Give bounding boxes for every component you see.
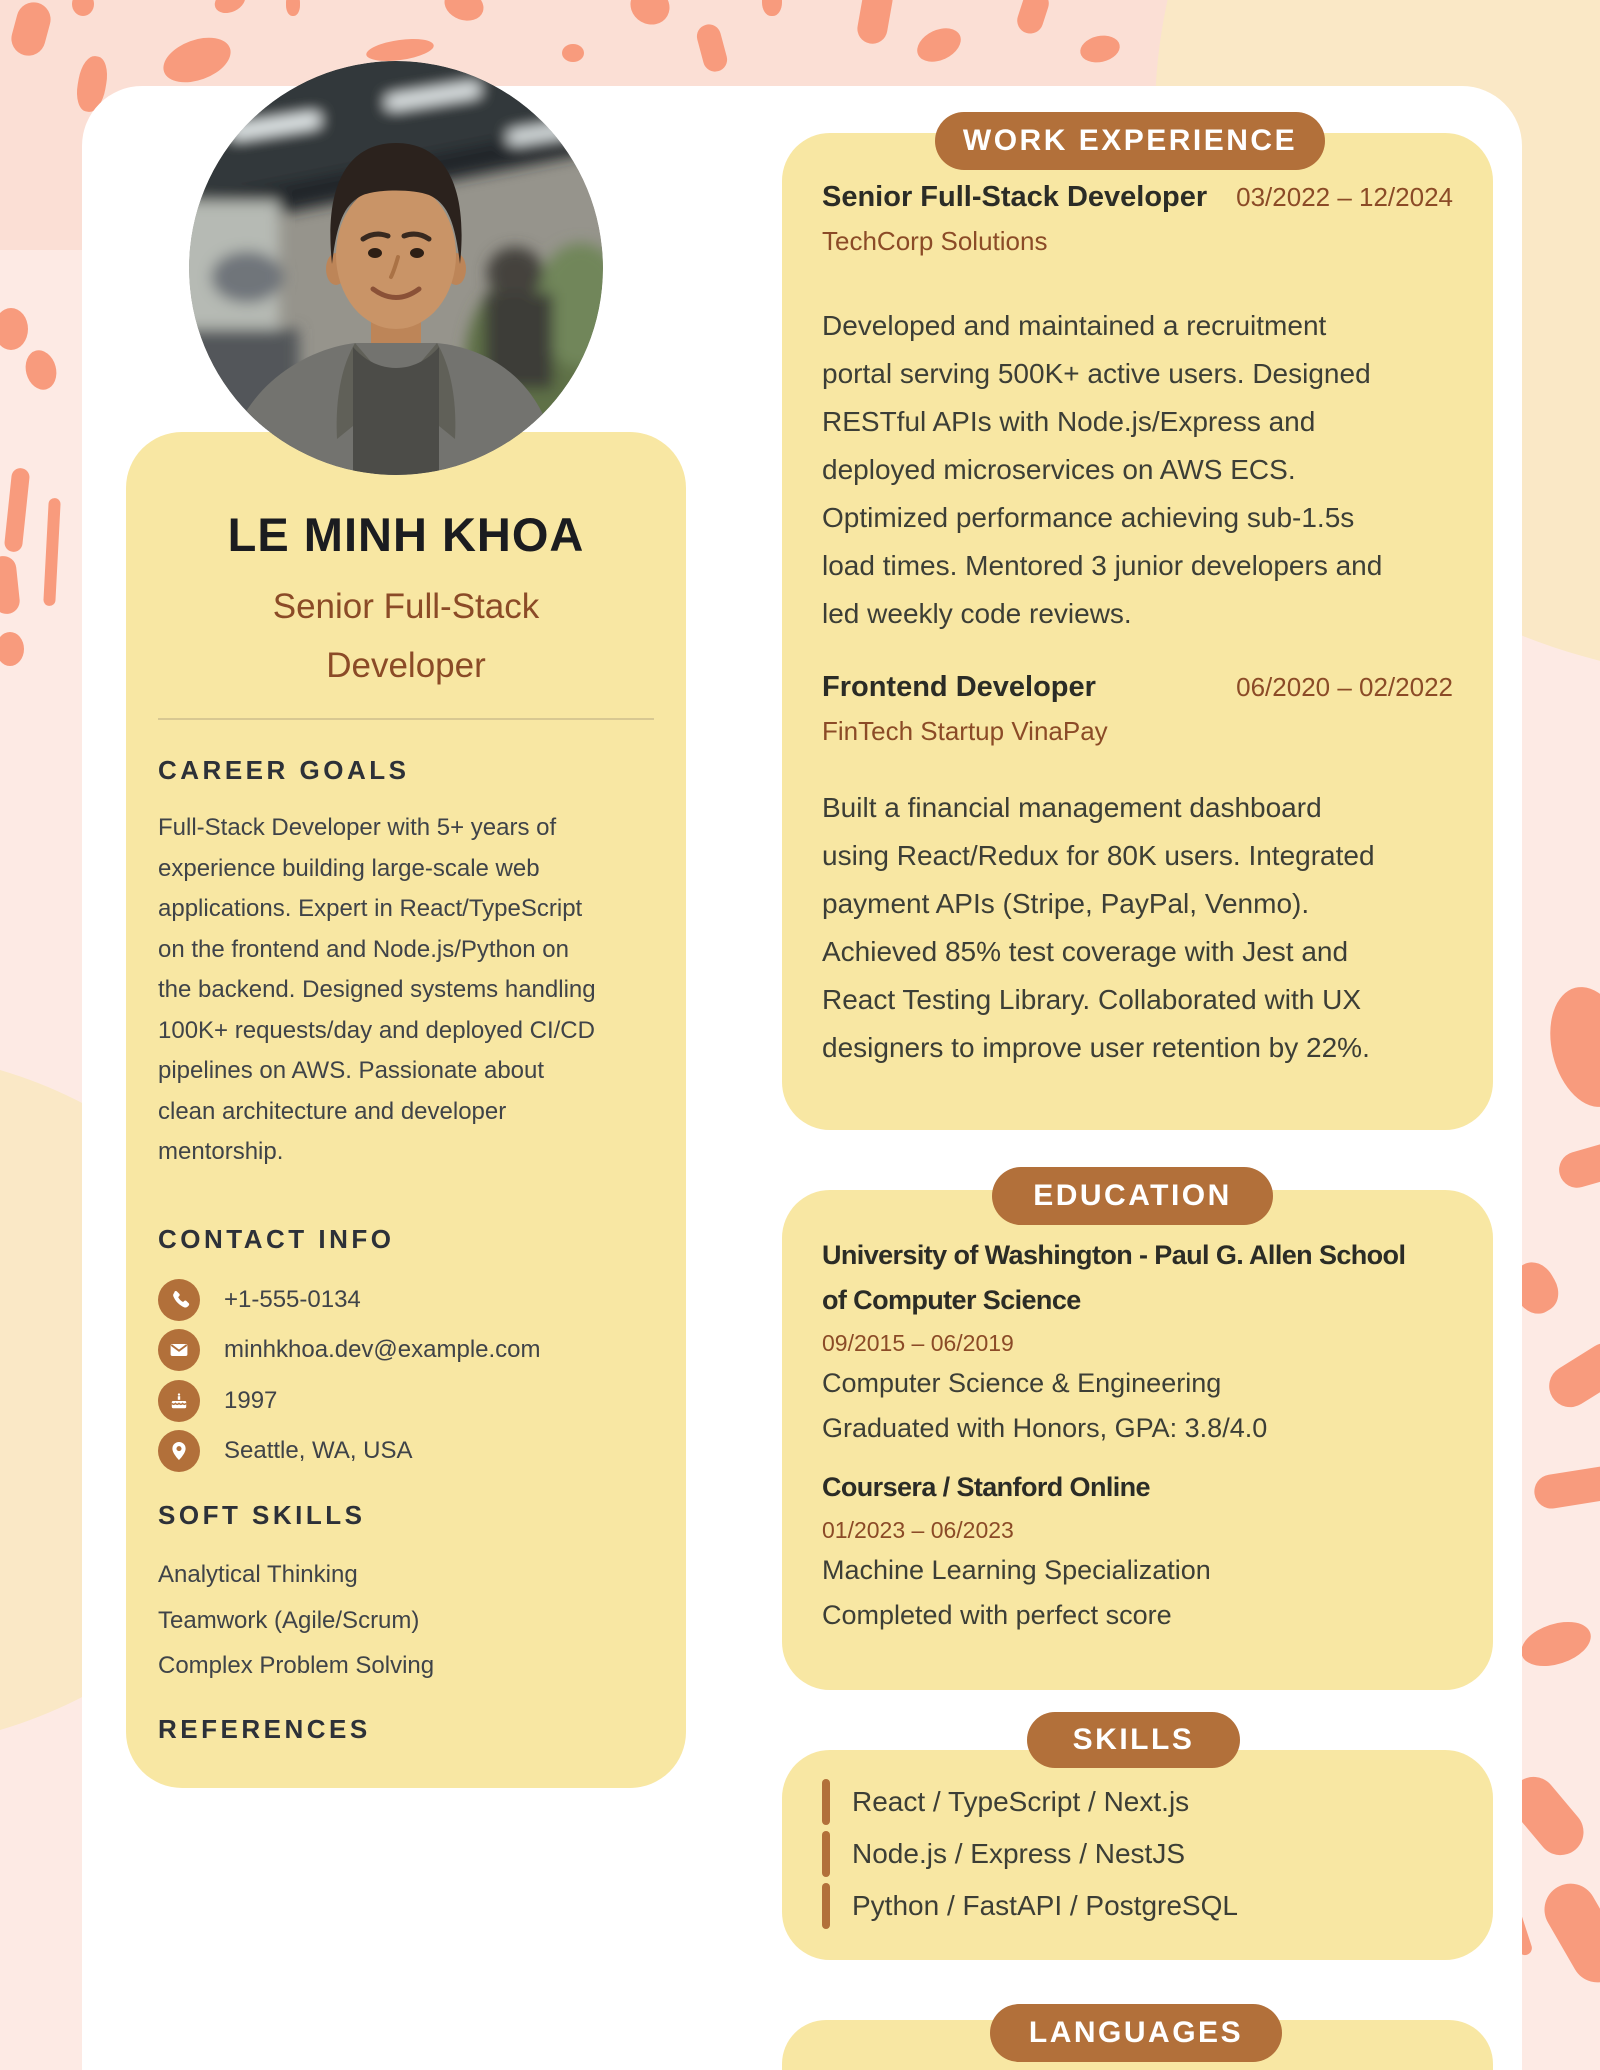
phone-value: +1-555-0134 [224, 1285, 361, 1313]
skill-bullet-bar [822, 1779, 830, 1825]
education-badge: EDUCATION [992, 1167, 1273, 1225]
career-goals-line: on the frontend and Node.js/Python on [158, 935, 569, 963]
career-goals-line: pipelines on AWS. Passionate about [158, 1057, 545, 1084]
career-goals-line: clean architecture and developer [158, 1097, 507, 1125]
job-dates: 03/2022 – 12/2024 [1236, 182, 1453, 212]
job-description [822, 302, 1453, 638]
coral-shape [0, 555, 21, 615]
school-name-line: University of Washington - Paul G. Allen School [822, 1240, 1406, 1270]
education-detail-line: Machine Learning Specialization [822, 1555, 1211, 1585]
contact-row-email [158, 1329, 654, 1371]
education-card [782, 1190, 1493, 1690]
email-value: minhkhoa.dev@example.com [224, 1336, 541, 1363]
languages-badge: LANGUAGES [990, 2004, 1282, 2062]
coral-shape [0, 308, 28, 350]
job-description-line: designers to improve user retention by 22%. [822, 1032, 1370, 1063]
job-title: Senior Full-Stack Developer [822, 181, 1208, 213]
career-goals-line: experience building large-scale web [158, 854, 540, 882]
coral-shape [1541, 1335, 1600, 1415]
coral-shape [1532, 1463, 1600, 1511]
job-description-line: led weekly code reviews. [822, 598, 1132, 629]
career-goals-heading: CAREER GOALS [158, 755, 410, 785]
left-profile-card [126, 432, 686, 1788]
soft-skill-item: Analytical Thinking [158, 1561, 358, 1588]
skill-bullet-bar [822, 1831, 830, 1877]
work-experience-card [782, 133, 1493, 1130]
school-name-line: Coursera / Stanford Online [822, 1472, 1150, 1502]
education-detail-line: Completed with perfect score [822, 1600, 1172, 1630]
job-description [822, 784, 1453, 1072]
job-description-line: deployed microservices on AWS ECS. [822, 454, 1296, 485]
profile-photo-illustration [189, 61, 603, 475]
birthyear-value: 1997 [224, 1386, 278, 1414]
job-company: FinTech Startup VinaPay [822, 716, 1108, 746]
coral-shape [4, 467, 31, 552]
career-goals-line: Full-Stack Developer with 5+ years of [158, 814, 557, 841]
skills-badge: SKILLS [1027, 1712, 1240, 1768]
job-description-line: Built a financial management dashboard [822, 792, 1322, 823]
skill-text: React / TypeScript / Next.js [852, 1786, 1190, 1817]
soft-skill-item: Complex Problem Solving [158, 1652, 435, 1679]
soft-skills-list [158, 1552, 654, 1689]
skill-row [822, 1880, 1453, 1932]
coral-shape [1535, 1874, 1600, 1992]
coral-shape [562, 44, 584, 62]
career-goals-line: applications. Expert in React/TypeScript [158, 895, 583, 922]
coral-shape [1516, 1614, 1597, 1674]
location-icon [158, 1430, 200, 1472]
job-dates: 06/2020 – 02/2022 [1236, 672, 1453, 702]
contact-info-heading: CONTACT INFO [158, 1223, 395, 1254]
contact-row-birthyear [158, 1380, 654, 1422]
references-heading: REFERENCES [158, 1713, 371, 1744]
soft-skills-heading: SOFT SKILLS [158, 1500, 366, 1530]
school-name-line: of Computer Science [822, 1285, 1081, 1315]
job-header [822, 667, 1453, 707]
job-title-subheading [158, 577, 654, 695]
phone-icon [158, 1279, 200, 1321]
coral-shape [21, 347, 60, 393]
job-description-line: RESTful APIs with Node.js/Express and [822, 406, 1316, 437]
location-value: Seattle, WA, USA [224, 1437, 413, 1464]
career-goals-line: mentorship. [158, 1138, 284, 1165]
skill-bullet-bar [822, 1883, 830, 1929]
coral-shape [1555, 1132, 1600, 1192]
coral-shape [0, 632, 24, 666]
job-description-line: Achieved 85% test coverage with Jest and [822, 936, 1349, 967]
contact-row-location [158, 1430, 654, 1472]
job-description-line: payment APIs (Stripe, PayPal, Venmo). [822, 888, 1310, 919]
job-description-line: using React/Redux for 80K users. Integrated [822, 840, 1375, 871]
skills-card [782, 1750, 1493, 1960]
job-description-line: load times. Mentored 3 junior developers and [822, 550, 1383, 581]
job-description-line: React Testing Library. Collaborated with UX [822, 984, 1361, 1015]
education-dates: 09/2015 – 06/2019 [822, 1330, 1014, 1356]
coral-shape [43, 498, 61, 606]
name-heading: LE MINH KHOA [227, 508, 585, 561]
divider-line [158, 718, 654, 720]
soft-skill-item: Teamwork (Agile/Scrum) [158, 1606, 420, 1634]
cake-icon [158, 1380, 200, 1422]
job-title-line1: Senior Full-Stack [272, 587, 540, 626]
education-dates: 01/2023 – 06/2023 [822, 1517, 1014, 1543]
career-goals-line: the backend. Designed systems handling [158, 976, 596, 1003]
job-company: TechCorp Solutions [822, 226, 1048, 256]
work-experience-badge: WORK EXPERIENCE [935, 112, 1325, 170]
contact-row-phone [158, 1279, 654, 1321]
skill-row [822, 1776, 1453, 1828]
education-detail-line: Computer Science & Engineering [822, 1368, 1222, 1398]
skill-text: Python / FastAPI / PostgreSQL [852, 1890, 1238, 1921]
career-goals-line: 100K+ requests/day and deployed CI/CD [158, 1016, 595, 1044]
job-description-line: Developed and maintained a recruitment [822, 310, 1327, 341]
job-title: Frontend Developer [822, 671, 1096, 703]
skill-row [822, 1828, 1453, 1880]
career-goals-paragraph [158, 808, 654, 1173]
profile-photo [189, 61, 603, 475]
job-title-line2: Developer [326, 646, 486, 685]
skill-text: Node.js / Express / NestJS [852, 1838, 1186, 1869]
education-detail-line: Graduated with Honors, GPA: 3.8/4.0 [822, 1413, 1268, 1443]
contact-list [158, 1279, 654, 1473]
email-icon [158, 1329, 200, 1371]
job-description-line: portal serving 500K+ active users. Designed [822, 358, 1371, 389]
job-description-line: Optimized performance achieving sub-1.5s [822, 502, 1355, 533]
coral-shape [1538, 979, 1600, 1116]
